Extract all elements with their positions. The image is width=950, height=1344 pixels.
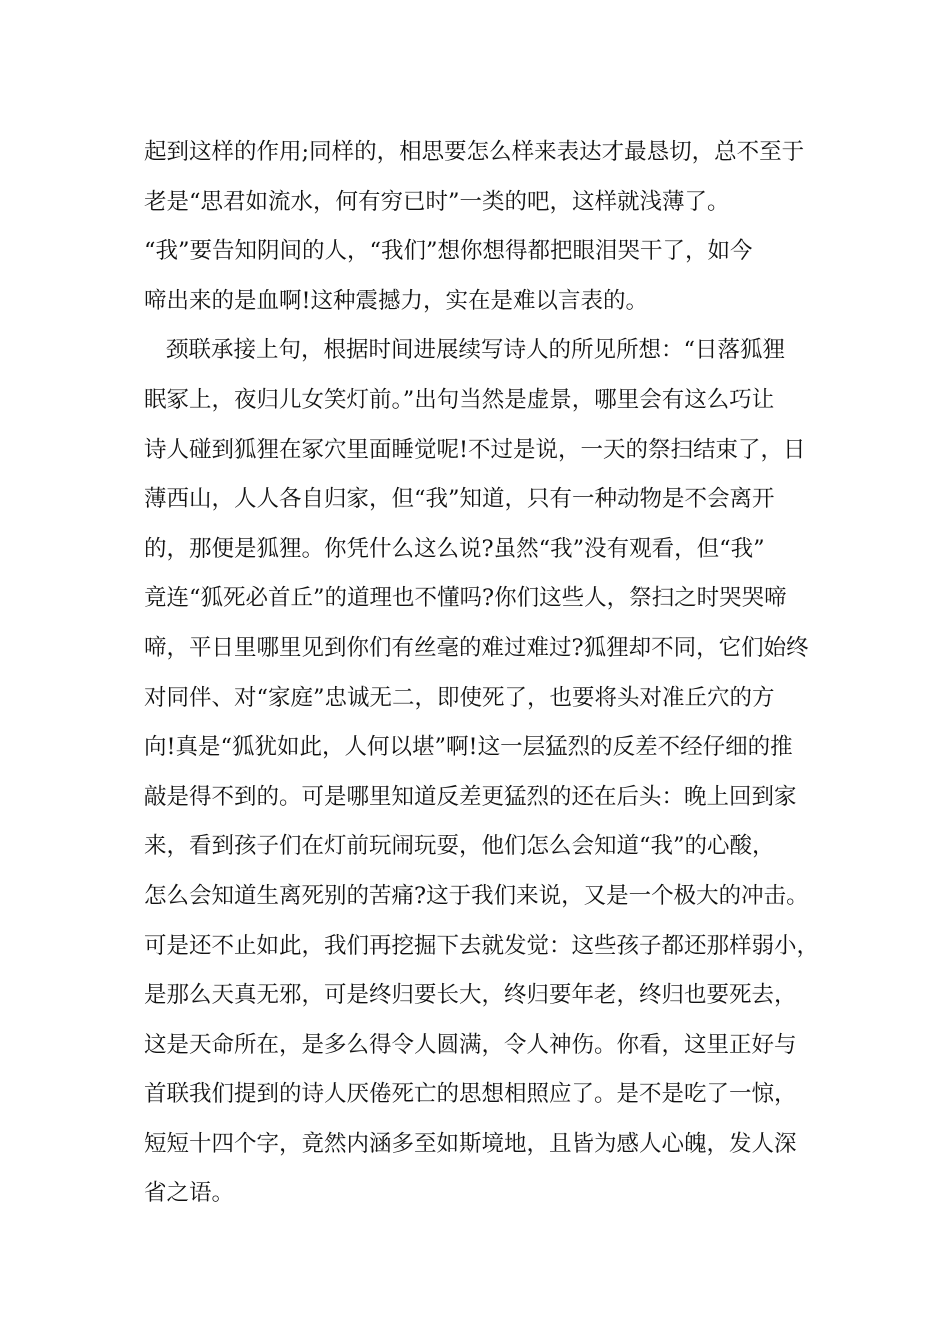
text-line: 是那么天真无邪，可是终归要长大，终归要年老，终归也要死去， bbox=[144, 982, 797, 1009]
text-line: 这是天命所在，是多么得令人圆满，令人神伤。你看，这里正好与 bbox=[144, 1031, 797, 1058]
text-line: 向!真是“狐犹如此，人何以堪”啊!这一层猛烈的反差不经仔细的推 bbox=[144, 734, 793, 761]
text-line: 首联我们提到的诗人厌倦死亡的思想相照应了。是不是吃了一惊， bbox=[144, 1081, 797, 1108]
text-line: 竟连“狐死必首丘”的道理也不懂吗?你们这些人，祭扫之时哭哭啼 bbox=[144, 585, 787, 612]
text-line: 敲是得不到的。可是哪里知道反差更猛烈的还在后头：晚上回到家 bbox=[144, 783, 797, 810]
text-line: “我”要告知阴间的人，“我们”想你想得都把眼泪哭干了，如今 bbox=[144, 238, 753, 265]
text-line: 啼，平日里哪里见到你们有丝毫的难过难过?狐狸却不同，它们始终 bbox=[144, 634, 809, 661]
text-line: 对同伴、对“家庭”忠诚无二，即使死了，也要将头对准丘穴的方 bbox=[144, 684, 775, 711]
text-line: 诗人碰到狐狸在冢穴里面睡觉呢!不过是说，一天的祭扫结束了，日 bbox=[144, 436, 806, 463]
text-line: 啼出来的是血啊!这种震撼力，实在是难以言表的。 bbox=[144, 287, 649, 314]
text-line: 短短十四个字，竟然内涵多至如斯境地，且皆为感人心魄，发人深 bbox=[144, 1130, 797, 1157]
text-line: 老是“思君如流水，何有穷已时”一类的吧，这样就浅薄了。 bbox=[144, 188, 730, 215]
text-line: 来，看到孩子们在灯前玩闹玩耍，他们怎么会知道“我”的心酸， bbox=[144, 833, 775, 860]
text-line: 起到这样的作用;同样的，相思要怎么样来表达才最恳切，总不至于 bbox=[144, 139, 805, 165]
text-line: 省之语。 bbox=[144, 1180, 235, 1207]
text-line: 怎么会知道生离死别的苦痛?这于我们来说，又是一个极大的冲击。 bbox=[144, 882, 809, 909]
text-line: 可是还不止如此，我们再挖掘下去就发觉：这些孩子都还那样弱小， bbox=[144, 932, 820, 959]
body-text bbox=[144, 128, 824, 1219]
text-line: 的，那便是狐狸。你凭什么这么说?虽然“我”没有观看，但“我” bbox=[144, 535, 765, 562]
text-line: 薄西山，人人各自归家，但“我”知道，只有一种动物是不会离开 bbox=[144, 486, 775, 513]
text-line: 眠冢上，夜归儿女笑灯前。”出句当然是虚景，哪里会有这么巧让 bbox=[144, 386, 775, 413]
paragraph-first-line: 颈联承接上句，根据时间进展续写诗人的所见所想：“日落狐狸 bbox=[166, 337, 786, 364]
